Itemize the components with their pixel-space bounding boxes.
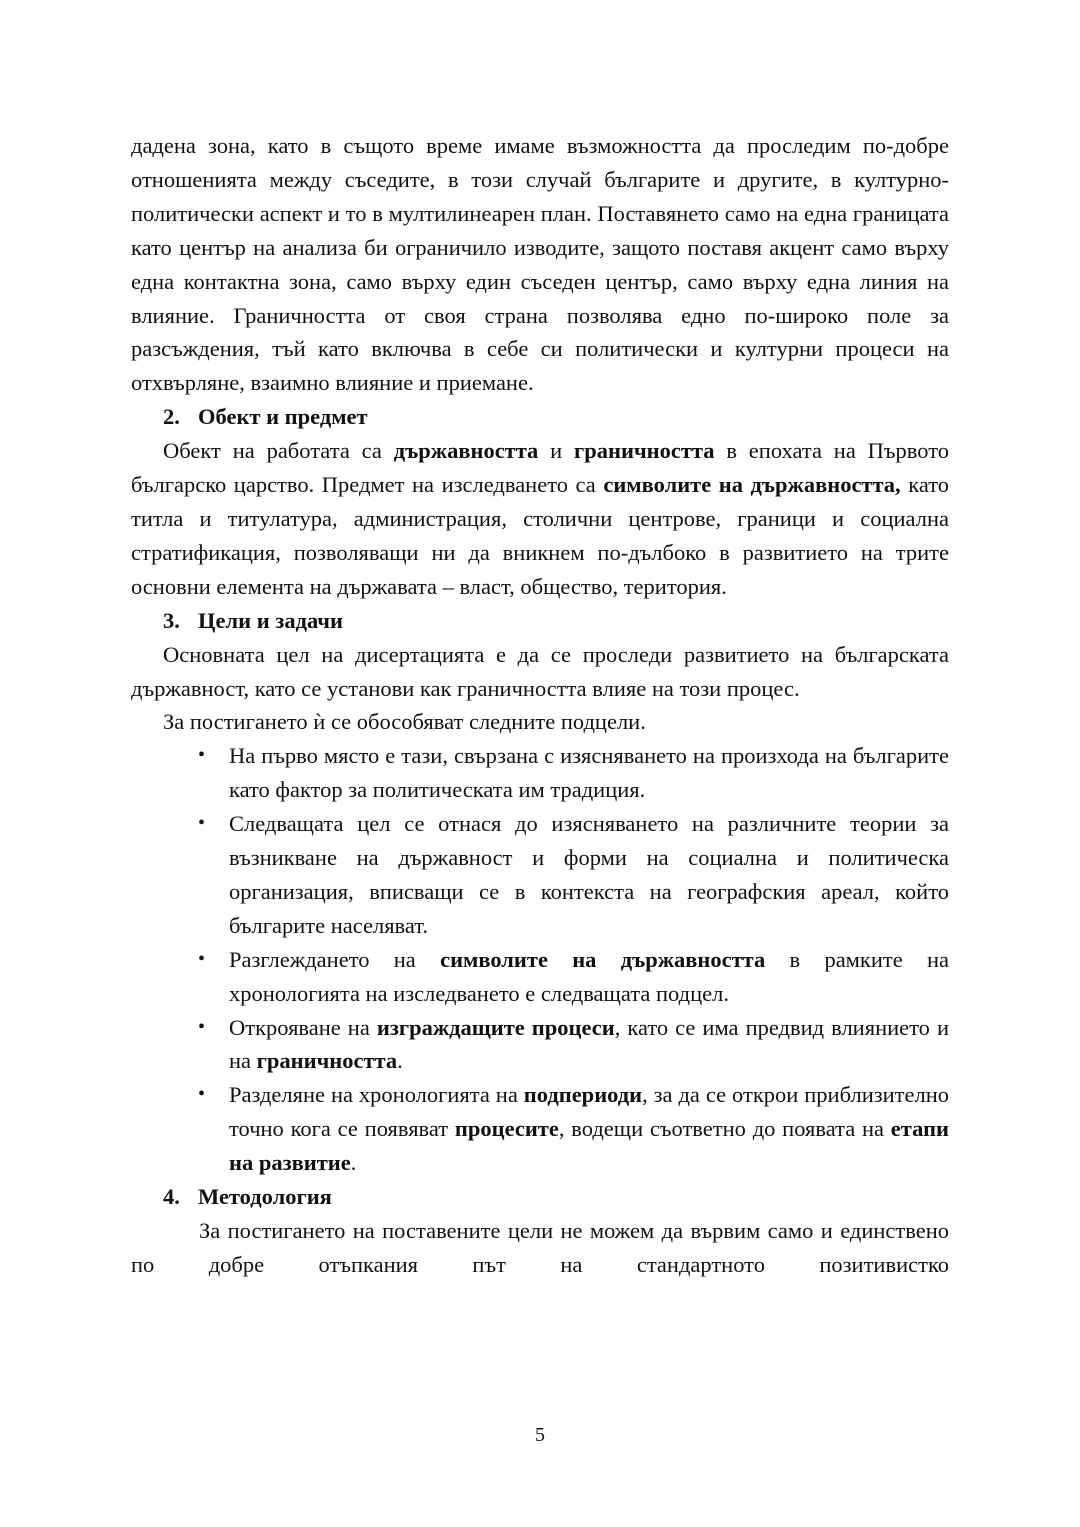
bullet-icon: • [198, 812, 206, 835]
section-title: Обект и предмет [198, 404, 368, 430]
list-item [198, 807, 949, 943]
list-item [198, 943, 950, 1011]
section-number: 3. [163, 607, 180, 633]
text-run: Следващата цел се отнася до изясняването на различните теории за възникване на държавност и форми на социална и политическа организация, вписващи се в контекста на географския ареал, който българите населяват. [229, 811, 949, 938]
text-run: . [397, 1048, 403, 1074]
intro-paragraph: дадена зона, като в същото време имаме възможността да проследим по-добре отношенията между съседите, в този случай българите и другите, в културно-политически аспект и то в мултилинеарен план. Поставянето само на една границата като център на анализа би ограничило изводите, защото поставя акцент само върху една контактна зона, само върху един съседен център, само върху една линия на влияние. Граничността от своя страна позволява едно по-широко поле за разсъждения, тъй като включва в себе си политически и културни процеси на отхвърляне, взаимно влияние и приемане. [131, 133, 949, 396]
text-run: , като се има предвид влиянието и на [229, 1014, 949, 1074]
text-run: Открояване на [229, 1014, 377, 1040]
list-item [198, 1078, 950, 1180]
list-item [198, 1011, 949, 1079]
text-run: в епохата на Първото българско царство. Предмет на изследването са [131, 438, 950, 498]
text-run: Разглеждането на [229, 946, 441, 972]
text-run: , водещи съответно до появата на [558, 1116, 891, 1142]
bold-term: държавността [393, 438, 539, 464]
text-run: , за да се открои приблизително точно кога се появяват [229, 1082, 950, 1142]
object-paragraph [131, 434, 949, 604]
bold-term: граничността [574, 438, 715, 464]
goal-paragraph: Основната цел на дисертацията е да се проследи развитието на българската държавност, като се установи как граничността влияе на този процес. [131, 641, 949, 701]
bullet-icon: • [198, 1083, 206, 1106]
bold-term: подпериоди [523, 1082, 643, 1108]
bold-term: етапи на развитие [229, 1116, 949, 1176]
section-title: Цели и задачи [198, 607, 343, 633]
section-heading-3 [131, 604, 949, 638]
subgoals-list [131, 739, 949, 1180]
bold-term: граничността [256, 1048, 398, 1074]
text-run: в рамките на хронологията на изследването е следващата подцел. [229, 946, 950, 1006]
text-run: Разделяне на хронологията на [229, 1082, 524, 1108]
section-heading-2 [131, 400, 949, 434]
bold-term: символите на държавността, [603, 472, 901, 498]
subgoals-intro: За постигането ѝ се обособяват следните подцели. [163, 709, 646, 735]
section-heading-4 [131, 1180, 949, 1214]
bold-term: изграждащите процеси [376, 1014, 615, 1040]
text-run: и [538, 438, 575, 464]
text-run: . [350, 1150, 357, 1176]
text-run: На първо място е тази, свързана с изясняването на произхода на българите като фактор за политическата им традиция. [229, 743, 949, 803]
bold-term: процесите [454, 1116, 559, 1142]
bold-term: символите на държавността [440, 946, 766, 972]
bullet-icon: • [198, 744, 206, 767]
text-run: Обект на работата са [163, 438, 394, 464]
section-number: 2. [163, 404, 180, 430]
text-run: като титла и титулатура, администрация, столични центрове, граници и социална стратификация, позволяващи ни да вникнем по-дълбоко в развитието на трите основни елемента на държавата – власт, общество, територия. [131, 472, 950, 599]
section-number: 4. [163, 1184, 180, 1210]
list-item [198, 739, 949, 807]
methodology-paragraph: За постигането на поставените цели не можем да вървим само и единствено по добре отъпкания път на стандартното позитивистко [131, 1218, 949, 1277]
bullet-icon: • [198, 947, 206, 970]
section-title: Методология [198, 1184, 332, 1210]
bullet-icon: • [198, 1015, 206, 1038]
page-number: 5 [535, 1424, 545, 1446]
